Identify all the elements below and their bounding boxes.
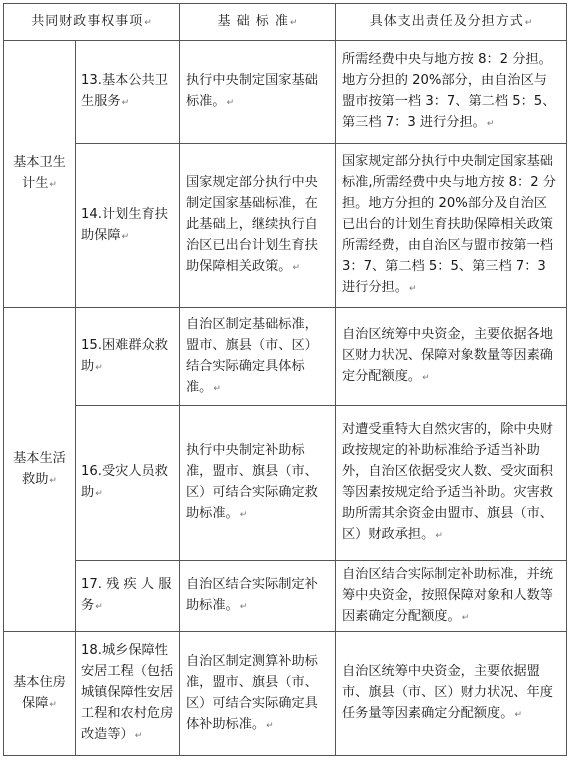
table-row (4, 406, 567, 561)
sharing-cell: 自治区统筹中央资金，主要依据各地区财力状况、保障对象数量等因素确定分配额度。 ↵ (336, 308, 567, 406)
item-cell: 18.城乡保障性安居工程（包括城镇保障性安居工程和农村危房改造等） ↵ (76, 632, 180, 756)
item-cell: 15.困难群众救助 ↵ (76, 308, 180, 406)
header-shared-item: 共同财政事权事项 ↵ (4, 4, 180, 41)
standard-cell: 执行中央制定补助标准，盟市、旗县（市、区）可结合实际确定救助标准。 ↵ (180, 406, 336, 561)
table-header-row (4, 4, 567, 41)
table-row (4, 144, 567, 308)
item-cell: 14.计划生育扶助保障 ↵ (76, 144, 180, 308)
sharing-cell: 自治区统筹中央资金，主要依据盟市、旗县（市、区）财力状况、年度任务量等因素确定分配额度。 ↵ (336, 632, 567, 756)
category-health: 基本卫生计生 ↵ (4, 41, 76, 308)
item-cell: 16.受灾人员救助 ↵ (76, 406, 180, 561)
fiscal-responsibility-table (3, 3, 567, 756)
sharing-cell: 对遭受重特大自然灾害的，除中央财政按规定的补助标准给予适当补助外，自治区依据受灾人数、受灾面积等因素按规定给予适当补助。灾害救助所需其余资金由盟市、旗县（市、区）财政承担。 ↵ (336, 406, 567, 561)
standard-cell: 自治区结合实际制定补助标准。 ↵ (180, 561, 336, 632)
category-relief: 基本生活救助 ↵ (4, 308, 76, 632)
table-row (4, 41, 567, 144)
standard-cell: 国家规定部分执行中央制定国家基础标准，在此基础上，继续执行自治区已出台计划生育扶助保障相关政策。 ↵ (180, 144, 336, 308)
item-cell: 13.基本公共卫生服务 ↵ (76, 41, 180, 144)
table-row (4, 561, 567, 632)
standard-cell: 自治区制定基础标准，盟市、旗县（市、区）结合实际确定具体标准。 ↵ (180, 308, 336, 406)
standard-cell: 自治区制定测算补助标准，盟市、旗县（市、区）可结合实际确定具体补助标准。 ↵ (180, 632, 336, 756)
header-basic-standard: 基 础 标 准 ↵ (180, 4, 336, 41)
table-row (4, 632, 567, 756)
category-housing: 基本住房保障 ↵ (4, 632, 76, 756)
item-cell: 17. 残 疾 人 服 务 ↵ (76, 561, 180, 632)
sharing-cell: 所需经费中央与地方按 8：2 分担。地方分担的 20%部分，由自治区与盟市按第一档 3：7、第二档 5：5、第三档 7：3 进行分担。 ↵ (336, 41, 567, 144)
sharing-cell: 国家规定部分执行中央制定国家基础标准,所需经费中央与地方按 8：2 分担。地方分担的 20%部分及自治区已出台的计划生育扶助保障相关政策所需经费，由自治区与盟市按第一档 3：7、第二档 5：5、第三档 7：3 进行分担。 ↵ (336, 144, 567, 308)
header-expenditure-sharing: 具体支出责任及分担方式 ↵ (336, 4, 567, 41)
table-row (4, 308, 567, 406)
standard-cell: 执行中央制定国家基础标准。 ↵ (180, 41, 336, 144)
sharing-cell: 自治区结合实际制定补助标准，并统筹中央资金，按照保障对象和人数等因素确定分配额度。 ↵ (336, 561, 567, 632)
